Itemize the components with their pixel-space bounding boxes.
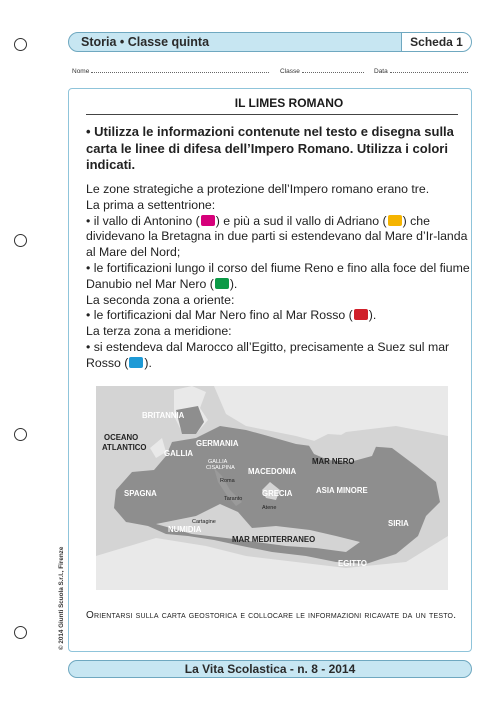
- second-zone-heading: La seconda zona a oriente:: [86, 292, 235, 307]
- date-label: Data: [374, 68, 388, 75]
- label-gallia: GALLIA: [164, 449, 194, 458]
- swatch-reno-danubio: [215, 278, 229, 289]
- label-numidia: NUMIDIA: [168, 525, 202, 534]
- map-caption: Orientarsi sulla carta geostorica e collocare le informazioni ricavate da un testo.: [86, 610, 457, 621]
- label-roma: Roma: [220, 478, 235, 484]
- date-line: [390, 66, 468, 73]
- label-gallia-cisalpina-2: CISALPINA: [206, 465, 235, 471]
- binder-hole-3: [14, 428, 27, 441]
- swatch-mar-rosso: [354, 309, 368, 320]
- third-zone-heading: La terza zona a meridione:: [86, 324, 232, 339]
- label-gallia-cisalpina-1: GALLIA: [208, 459, 228, 465]
- label-atlantico: ATLANTICO: [102, 443, 147, 452]
- body-text: [86, 182, 470, 372]
- intro-line: Le zone strategiche a protezione dell’Impero romano erano tre.: [86, 182, 430, 196]
- first-zone-heading: La prima a settentrione:: [86, 197, 216, 212]
- label-mar-nero: MAR NERO: [312, 457, 355, 466]
- item-meridione: • si estendeva dal Marocco all’Egitto, precisamente a Suez sul mar Rosso ( ).: [86, 339, 450, 370]
- swatch-adriano: [388, 215, 402, 226]
- student-fields: [72, 66, 472, 80]
- item-mar-rosso: • le fortificazioni dal Mar Nero fino al Mar Rosso ( ).: [86, 308, 377, 323]
- swatch-meridione: [129, 357, 143, 368]
- page-title: IL LIMES ROMANO: [234, 96, 344, 110]
- copyright-credit: © 2014 Giunti Scuola S.r.l., Firenze: [58, 546, 65, 650]
- label-mar-mediterraneo: MAR MEDITERRANEO: [232, 535, 316, 544]
- class-field[interactable]: [280, 66, 364, 75]
- item-valli: • il vallo di Antonino ( ) e più a sud il vallo di Adriano ( ) che dividevano la Bretagna in due parti si estendevano dal Mare d’Ir-landa al Mare del Nord;: [86, 213, 468, 260]
- item-reno-danubio: • le fortificazioni lungo il corso del fiume Reno e fino alla foce del fiume Danubio nel Mar Nero ( ).: [86, 260, 470, 291]
- label-cartagine: Cartagine: [192, 519, 216, 525]
- label-germania: GERMANIA: [196, 439, 239, 448]
- swatch-antonino: [201, 215, 215, 226]
- title-divider: [86, 114, 458, 115]
- header-bar: [68, 32, 472, 52]
- label-egitto: EGITTO: [338, 559, 367, 568]
- name-line: [91, 66, 269, 73]
- name-label: Nome: [72, 68, 90, 75]
- label-spagna: SPAGNA: [124, 489, 157, 498]
- footer-bar: La Vita Scolastica - n. 8 - 2014: [68, 660, 472, 678]
- instruction-text: • Utilizza le informazioni contenute nel testo e disegna sulla carta le linee di difesa dell’Impero Romano. Utilizza i colori indicati.: [86, 124, 454, 172]
- date-field[interactable]: [374, 66, 468, 75]
- sheet-tab: Scheda 1: [401, 33, 471, 51]
- label-oceano: OCEANO: [104, 433, 139, 442]
- binder-hole-4: [14, 626, 27, 639]
- name-field[interactable]: [72, 66, 269, 75]
- label-asia-minore: ASIA MINORE: [316, 486, 368, 495]
- binder-hole-2: [14, 234, 27, 247]
- binder-hole-1: [14, 38, 27, 51]
- label-macedonia: MACEDONIA: [248, 467, 297, 476]
- class-label: Classe: [280, 68, 300, 75]
- label-atene: Atene: [262, 505, 277, 511]
- label-siria: SIRIA: [388, 519, 409, 528]
- roman-empire-map: [96, 386, 448, 590]
- subject-label: Storia • Classe quinta: [81, 35, 210, 49]
- label-taranto: Taranto: [224, 496, 243, 502]
- label-grecia: GRECIA: [262, 489, 293, 498]
- label-britannia: BRITANNIA: [142, 411, 185, 420]
- class-line: [302, 66, 364, 73]
